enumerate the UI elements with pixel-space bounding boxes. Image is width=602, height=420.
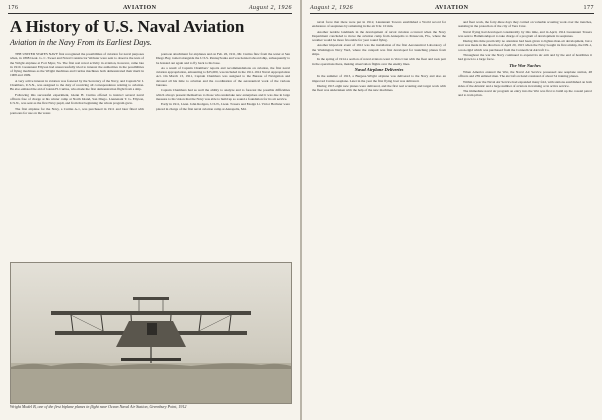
right-page	[302, 0, 602, 420]
paragraph: Captain Chambers had as well the ability to analyze and to forecast the possible difficulties which always present themselves to those who undertake new enterprises and it was due in large measure to his vision that the Navy was able to build up so sound a foundation for its air service.	[156, 88, 290, 101]
upper-wing	[51, 311, 251, 315]
header-rule	[8, 13, 292, 14]
right-column-2	[458, 20, 592, 412]
paragraph: and fleet work, the forty-three days they carried on valuable scouting work over the trenches, assisting in the protection of the city of Vera Cruz.	[458, 20, 592, 29]
running-title: AVIATION	[435, 5, 469, 11]
running-title: AVIATION	[123, 5, 157, 11]
paragraph: Within a year the Naval Air Service had expanded many fold, with stations established on both sides of the Atlantic and a large number of aviators in training or in active service.	[458, 79, 592, 88]
header-rule	[310, 13, 594, 14]
paragraph: As a result of Captain Chambers' reports and recommendations on aviation, the first naval aviation appropriation, amounting to $25,000, was included in the 1911-1912 Naval Appropriation Act. On March 13, 1911, Captain Chambers was assigned to the Bureau of Navigation and devoted all his time to aviation and the coordination of the aeronautical work of the various bureaus.	[156, 65, 290, 88]
paragraph: Following this successful experiment, Glenn H. Curtiss offered to instruct several naval officers free of charge at his winter camp at North Island, San Diego. Lieutenant T. G. Ellyson, U.S.N., was sent as the first Navy pupil, and from that beginning the whole program grew.	[10, 92, 144, 106]
paragraph: The first airplane for the Navy, a Curtiss A-1, was purchased in 1911 and later fitted with pontoons for use on the water.	[10, 106, 144, 115]
paragraph: In the spring of 1914 a section of naval aviators went to Vera Cruz with the fleet and took part in the operations there, making observation flights over the enemy lines.	[312, 57, 446, 66]
right-column-1	[312, 20, 446, 412]
paragraph: When America entered the War, the Naval Air Service possessed one seaplane station, 48 officers and 239 enlisted men. The aircraft on hand consisted of about 54 training planes.	[458, 69, 592, 79]
issue-date: August 2, 1926	[248, 5, 292, 11]
article-headline: A History of U.S. Naval Aviation	[10, 17, 245, 36]
left-page	[0, 0, 300, 420]
paragraph: The immediate naval air program on entry into the War was first to build up the coastal patrol and to train pilots.	[458, 89, 592, 98]
paragraph: Throughout the war the Navy continued to expand its air arm and by the end of hostilities it had grown to a large force.	[458, 53, 592, 62]
paragraph: During 1915 eight new planes were delivered, and the first real scouting and target work with the fleet was undertaken with the help of the new machines.	[312, 83, 446, 93]
paragraph: In the summer of 1913, a Burgess-Wright airplane was delivered to the Navy and also an improved Curtiss seaplane. Later in the year the first flying boat was delivered.	[312, 74, 446, 83]
paragraph: pontoon attachment for airplanes and on Feb. 26, 1911, Mr. Curtiss flew from the water at San Diego Bay, taxied alongside the U.S.S. Pennsylvania and was hoisted aboard ship, subsequently to be hoisted out again and to fly back to his base.	[156, 52, 290, 65]
paragraph: Naval flying had developed considerably by this time, and in April, 1914 Lieutenant Towers was sent to Hammondsport to take charge of a program of development in seaplanes.	[458, 29, 592, 38]
paragraph: THE UNITED STATES NAVY first recognized the possibilities of aviation for naval purposes when, in 1898 Lieut. G. C. Sweet and Naval Constructor Webster were sent to observe the tests of the Wright airplane at Fort Myer, Va. The first real naval activity in aviation, however, came late in 1910. Lieutenant Ellyson had unsuccessfully tried to interest the authorities in the possibilities of flying machines as the Wright machines and Curtiss machines both demonstrated their merit in 1908 and 1909.	[10, 52, 144, 78]
forward-elevator	[133, 297, 169, 300]
paragraph: Another important event of 1912 was the installation of the first Aeronautical Laboratory of the Washington Navy Yard, where the catapult was first developed for launching planes from ships.	[312, 43, 446, 57]
left-column-1	[10, 52, 144, 258]
issue-date: August 2, 1926	[310, 5, 354, 11]
left-column-2	[156, 52, 290, 258]
page-number: 177	[583, 5, 594, 11]
photo-caption: Wright Model B, one of the first biplane planes in flight near Ocean Naval Air Station, Greenbury Point, 1912	[10, 404, 187, 409]
pilot-figure	[147, 323, 157, 335]
section-heading: Naval Airplane Deliveries	[354, 66, 404, 72]
biplane-illustration	[11, 263, 291, 403]
skid-rail	[121, 358, 181, 361]
paragraph: A very active interest in aviation was fostered by the Secretary of the Navy, and Captain W. I. Chambers, U.S.N., was assigned to the duty of receiving all correspondence relating to aviation. He also enlisted the aid of Glenn H. Curtiss, who made the first demonstration flight from a ship.	[10, 78, 144, 92]
paragraph: During this time practically no attention had been given to lighter-than-air development, but a start was made in the direction of April 20, 1915 when the Navy bought its first airship, the DN-1, a non-rigid which was purchased from the Connecticut Aircraft Co.	[458, 39, 592, 52]
paragraph: naval force that there were put in 1912, Lieutenant Towers established a World record for endurance of seaplanes by remaining in the air 6 hr. 10 min.	[312, 20, 446, 29]
article-subheadline: Aviation in the Navy From its Earliest Days.	[10, 38, 152, 47]
ground	[11, 367, 291, 403]
biplane-photo	[10, 262, 292, 404]
paragraph: Another notable landmark in the development of naval aviation occurred when the Navy Department concluded to move the aviation camp from Annapolis to Pensacola, Fla., where the weather would be more favorable for year round flying.	[312, 29, 446, 43]
page-number: 176	[8, 5, 19, 11]
paragraph: Early in 1911, Lieut. John Rodgers, U.S.N., Lieut. Towers and Ensign Lt. Victor Herbster were placed in charge of the first naval aviation camp at Annapolis, Md.	[156, 102, 290, 111]
section-heading: The War Naches	[509, 62, 541, 68]
